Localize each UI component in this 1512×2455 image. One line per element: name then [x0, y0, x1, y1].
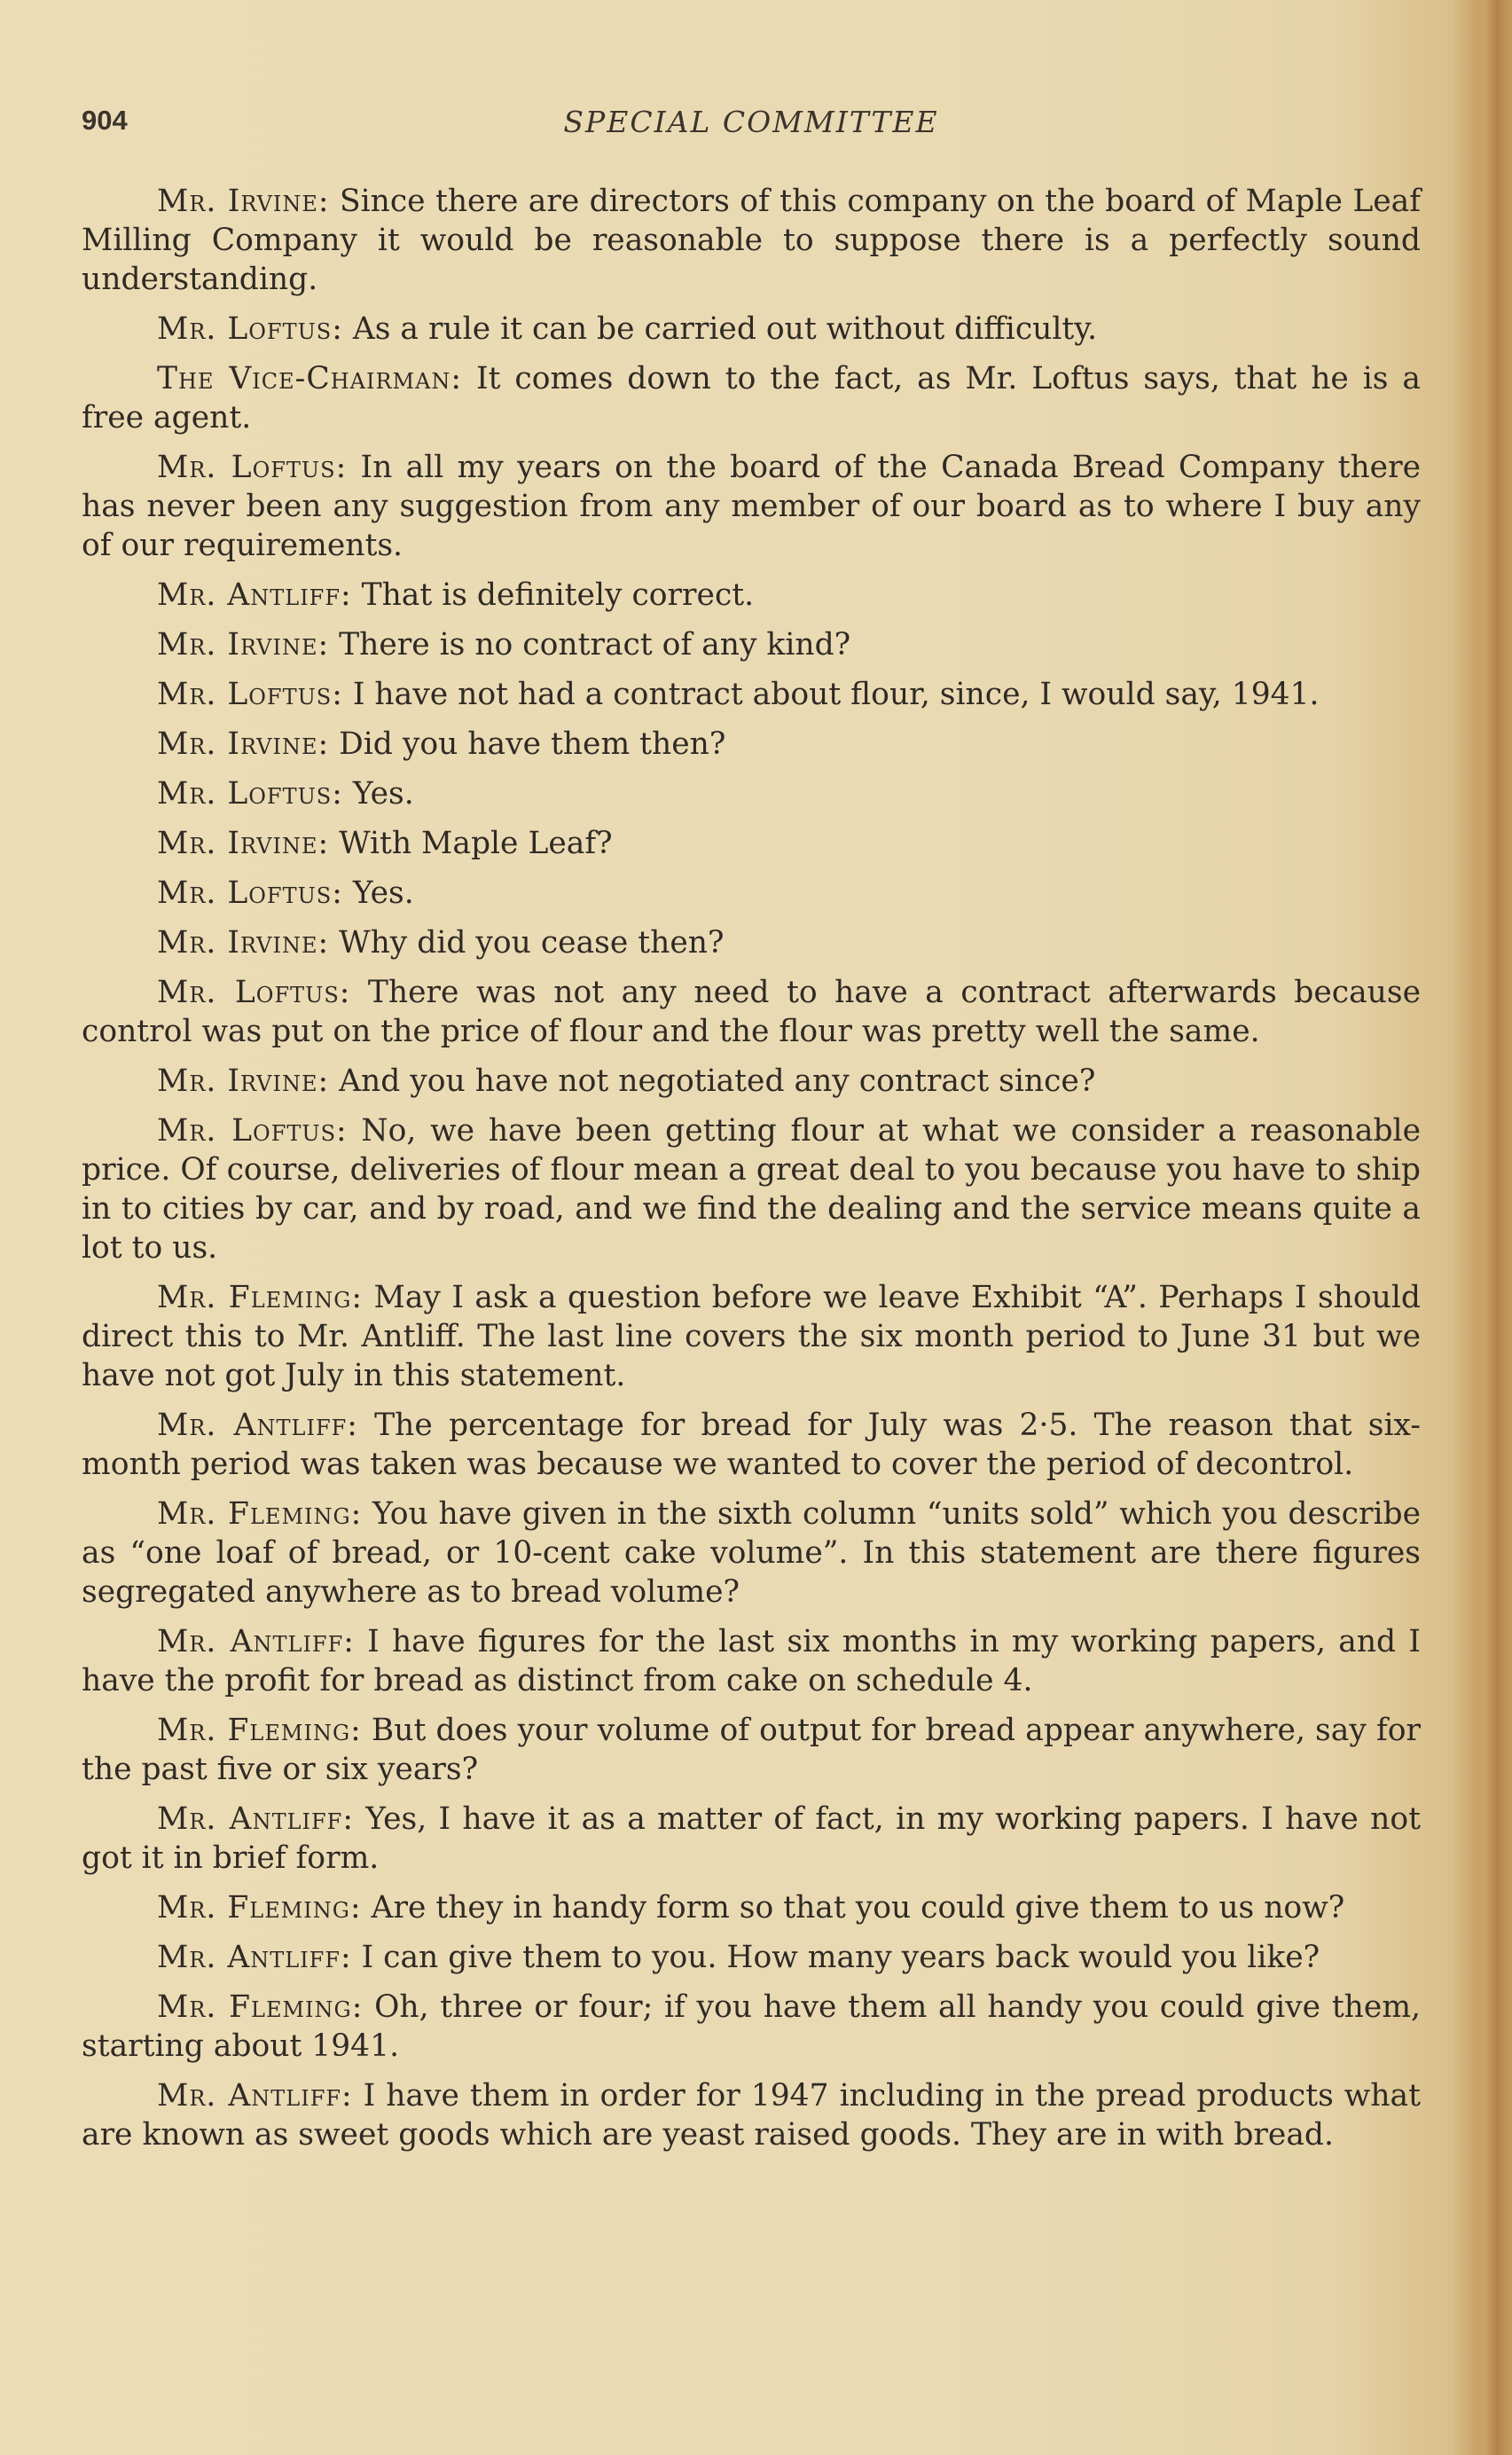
running-title: SPECIAL COMMITTEE	[563, 105, 939, 139]
paragraph	[82, 1494, 1421, 1612]
page-header	[82, 105, 1421, 149]
paragraph	[82, 824, 1421, 863]
paragraph-text: I have them in order for 1947 including in the pread products what are known as sweet goods which are yeast raised goods. They are in with bread.	[82, 2078, 1421, 2153]
speaker-name: Mr. Fleming:	[157, 1280, 364, 1315]
paragraph	[82, 774, 1421, 813]
paragraph-text: But does your volume of output for bread appear anywhere, say for the past five or six years?	[82, 1713, 1421, 1787]
paragraph-text: Oh, three or four; if you have them all handy you could give them, starting about 1941.	[82, 1989, 1421, 2064]
paragraph	[82, 923, 1421, 962]
paragraph-text: In all my years on the board of the Canada Bread Company there has never been any suggestion from any member of our board as to where I buy any of our requirements.	[82, 450, 1421, 563]
paragraph	[82, 448, 1421, 565]
paragraph-text: Since there are directors of this company on the board of Maple Leaf Milling Company it would be reasonable to suppose there is a perfectly sound understanding.	[82, 184, 1421, 297]
paragraph-text: The percentage for bread for July was 2·5. The reason that six-month period was taken was because we wanted to cover the period of decontrol.	[82, 1408, 1421, 1482]
speaker-name: The Vice-Chairman:	[157, 361, 463, 396]
paragraph	[82, 1622, 1421, 1700]
paragraph	[82, 1062, 1421, 1101]
paragraph-text: Why did you cease then?	[329, 925, 725, 961]
paragraph	[82, 874, 1421, 913]
paragraph-text: And you have not negotiated any contract since?	[329, 1063, 1096, 1099]
speaker-name: Mr. Loftus:	[157, 1113, 348, 1149]
paragraph-text: No, we have been getting flour at what we consider a reasonable price. Of course, deliveries of flour mean a great deal to you because you have to ship in to cities by car, and by road, and we find the dealing and the service means quite a lot to us.	[82, 1113, 1421, 1266]
speaker-name: Mr. Loftus:	[157, 875, 343, 911]
speaker-name: Mr. Antliff:	[157, 1940, 352, 1975]
paragraph	[82, 1888, 1421, 1927]
paragraph-text: I can give them to you. How many years back would you like?	[351, 1940, 1320, 1975]
speaker-name: Mr. Fleming:	[157, 1890, 362, 1926]
speaker-name: Mr. Fleming:	[157, 1713, 362, 1748]
speaker-name: Mr. Loftus:	[157, 311, 343, 347]
paragraph-text: May I ask a question before we leave Exhibit “A”. Perhaps I should direct this to Mr. Antliff. The last line covers the six month period to June 31 but we have not got July in this statement.	[82, 1280, 1422, 1393]
paragraph-text: Yes.	[342, 776, 414, 812]
speaker-name: Mr. Irvine:	[157, 925, 330, 961]
paragraph	[82, 1988, 1421, 2066]
speaker-name: Mr. Antliff:	[157, 1408, 358, 1443]
speaker-name: Mr. Irvine:	[157, 726, 330, 762]
paragraph-text: As a rule it can be carried out without difficulty.	[342, 311, 1098, 347]
speaker-name: Mr. Loftus:	[157, 975, 351, 1010]
paragraph-text: I have not had a contract about flour, since, I would say, 1941.	[342, 677, 1320, 712]
speaker-name: Mr. Irvine:	[157, 1063, 330, 1099]
paragraph-text: Did you have them then?	[329, 726, 726, 762]
speaker-name: Mr. Irvine:	[157, 826, 330, 861]
paragraph-text: That is definitely correct.	[351, 577, 755, 613]
paragraph-text: There is no contract of any kind?	[329, 627, 851, 663]
paragraph	[82, 1406, 1421, 1484]
speaker-name: Mr. Loftus:	[157, 450, 348, 485]
paragraph	[82, 2076, 1421, 2154]
paragraph-text: With Maple Leaf?	[329, 826, 613, 861]
speaker-name: Mr. Antliff:	[157, 577, 352, 613]
paragraph	[82, 1938, 1421, 1977]
speaker-name: Mr. Irvine:	[157, 627, 330, 663]
paragraph	[82, 576, 1421, 615]
transcript-body	[82, 182, 1421, 2165]
paragraph-text: It comes down to the fact, as Mr. Loftus says, that he is a free agent.	[82, 361, 1421, 435]
paragraph	[82, 182, 1421, 299]
paragraph	[82, 725, 1421, 764]
paragraph-text: Are they in handy form so that you could give them to us now?	[361, 1890, 1345, 1926]
speaker-name: Mr. Irvine:	[157, 184, 330, 219]
paragraph	[82, 1800, 1421, 1878]
page-edge	[1473, 0, 1512, 2455]
speaker-name: Mr. Fleming:	[157, 1989, 364, 2025]
paragraph	[82, 675, 1421, 714]
paragraph	[82, 310, 1421, 349]
paragraph-text: I have figures for the last six months in my working papers, and I have the profit for bread as distinct from cake on schedule 4.	[82, 1624, 1421, 1698]
paragraph	[82, 359, 1421, 437]
paragraph-text: Yes.	[342, 875, 414, 911]
speaker-name: Mr. Antliff:	[157, 1801, 354, 1837]
paragraph	[82, 1111, 1421, 1267]
speaker-name: Mr. Loftus:	[157, 776, 343, 812]
paragraph-text: There was not any need to have a contract afterwards because control was put on the price of flour and the flour was pretty well the same.	[82, 975, 1422, 1049]
speaker-name: Mr. Fleming:	[157, 1496, 363, 1532]
speaker-name: Mr. Antliff:	[157, 2078, 353, 2114]
paragraph-text: You have given in the sixth column “units sold” which you describe as “one loaf of bread, or 10-cent cake volume”. In this statement are there figures segregated anywhere as to bread volume?	[82, 1496, 1421, 1610]
paragraph	[82, 625, 1421, 664]
paragraph	[82, 973, 1421, 1051]
paragraph	[82, 1278, 1421, 1395]
speaker-name: Mr. Antliff:	[157, 1624, 355, 1659]
paragraph	[82, 1711, 1421, 1789]
page-number: 904	[82, 105, 128, 136]
speaker-name: Mr. Loftus:	[157, 677, 343, 712]
paragraph-text: Yes, I have it as a matter of fact, in my working papers. I have not got it in brief form.	[82, 1801, 1421, 1876]
